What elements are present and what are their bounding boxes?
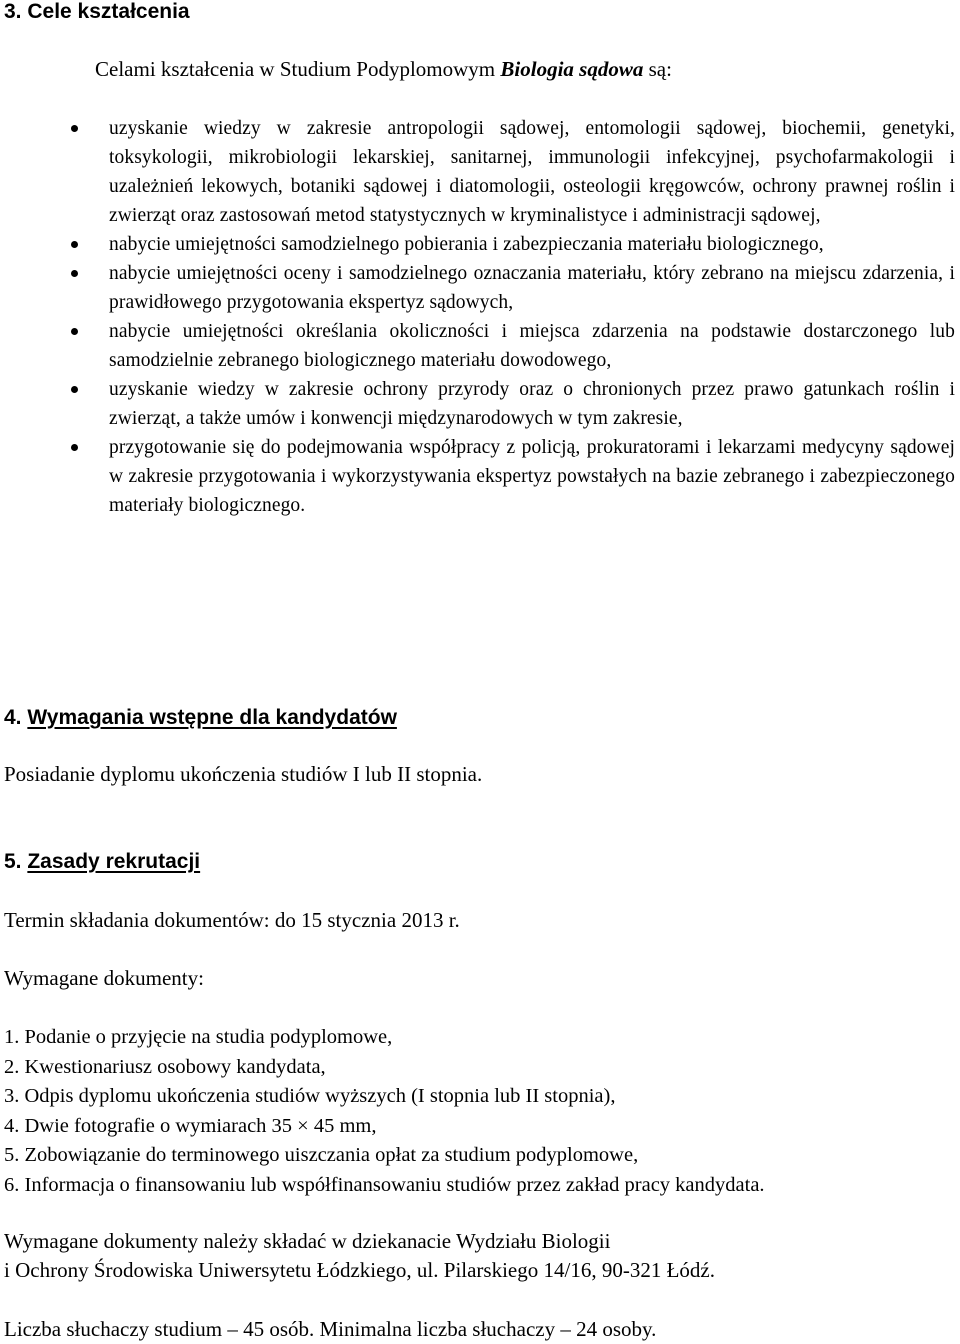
- section-title: Zasady rekrutacji: [27, 850, 201, 873]
- list-item: [0, 433, 960, 520]
- list-item-text: nabycie umiejętności określania okoliczności i miejsca zdarzenia na podstawie dostarczonego lub samodzielnie zebranego biologicznego materiału dowodowego,: [109, 321, 955, 371]
- list-item: [0, 114, 960, 230]
- program-name: Biologia sądowa: [500, 57, 644, 81]
- list-item-text: uzyskanie wiedzy w zakresie antropologii sądowej, entomologii sądowej, biochemii, genetyki, toksykologii, mikrobiologii lekarskiej, sanitarnej, immunologii infekcyjnej, psychofarmakologii i uzależnień lekowych, botaniki sądowej i diatomologii, osteologii kręgowców, ochrony prawnej roślin i zwierząt oraz zastosowań metod statystycznych w kryminalistyce i administracji sądowej,: [109, 118, 955, 226]
- list-item: 2. Kwestionariusz osobowy kandydata,: [4, 1055, 326, 1078]
- goals-intro-suffix: są:: [643, 57, 672, 81]
- section-number: 4.: [4, 706, 22, 729]
- list-item-text: nabycie umiejętności samodzielnego pobierania i zabezpieczania materiału biologicznego,: [109, 234, 824, 255]
- goals-list: [0, 114, 960, 520]
- list-item: [0, 317, 960, 375]
- list-item: [0, 230, 960, 259]
- participants-count: Liczba słuchaczy studium – 45 osób. Minimalna liczba słuchaczy – 24 osoby.: [4, 1317, 657, 1341]
- goals-intro: [95, 55, 672, 84]
- list-item: 6. Informacja o finansowaniu lub współfinansowaniu studiów przez zakład pracy kandydata.: [4, 1173, 765, 1196]
- submission-place-line2: i Ochrony Środowiska Uniwersytetu Łódzkiego, ul. Pilarskiego 14/16, 90-321 Łódź.: [4, 1258, 715, 1282]
- list-item: 4. Dwie fotografie o wymiarach 35 × 45 mm,: [4, 1114, 377, 1137]
- bullet-icon: [71, 241, 78, 248]
- bullet-icon: [71, 270, 78, 277]
- section-heading-recruitment: [4, 847, 200, 876]
- section-number: 5.: [4, 850, 22, 873]
- bullet-icon: [71, 444, 78, 451]
- list-item-text: nabycie umiejętności oceny i samodzielnego oznaczania materiału, który zebrano na miejscu zdarzenia, i prawidłowego przygotowania ekspertyz sądowych,: [109, 263, 955, 313]
- section-heading-goals: 3. Cele kształcenia: [4, 0, 190, 23]
- list-item: [0, 259, 960, 317]
- bullet-icon: [71, 386, 78, 393]
- documents-label: Wymagane dokumenty:: [4, 966, 204, 990]
- bullet-icon: [71, 328, 78, 335]
- list-item: 5. Zobowiązanie do terminowego uiszczania opłat za studium podyplomowe,: [4, 1144, 639, 1166]
- deadline-text: Termin składania dokumentów: do 15 stycznia 2013 r.: [4, 908, 460, 932]
- section-heading-requirements: [4, 703, 397, 732]
- section-title: Wymagania wstępne dla kandydatów: [27, 706, 397, 729]
- requirements-text: Posiadanie dyplomu ukończenia studiów I lub II stopnia.: [4, 762, 483, 786]
- bullet-icon: [71, 125, 78, 132]
- submission-place-line1: Wymagane dokumenty należy składać w dziekanacie Wydziału Biologii: [4, 1229, 611, 1253]
- list-item: [0, 375, 960, 433]
- list-item-text: uzyskanie wiedzy w zakresie ochrony przyrody oraz o chronionych przez prawo gatunkach roślin i zwierząt, a także umów i konwencji międzynarodowych w tym zakresie,: [109, 379, 955, 429]
- list-item: 1. Podanie o przyjęcie na studia podyplomowe,: [4, 1026, 393, 1048]
- goals-intro-text: Celami kształcenia w Studium Podyplomowym: [95, 57, 501, 81]
- documents-list: [4, 1023, 765, 1200]
- list-item: 3. Odpis dyplomu ukończenia studiów wyższych (I stopnia lub II stopnia),: [4, 1085, 616, 1107]
- list-item-text: przygotowanie się do podejmowania współpracy z policją, prokuratorami i lekarzami medycyny sądowej w zakresie przygotowania i wykorzystywania ekspertyz powstałych na bazie zebranego i zabezpieczonego materiały biologicznego.: [109, 437, 955, 516]
